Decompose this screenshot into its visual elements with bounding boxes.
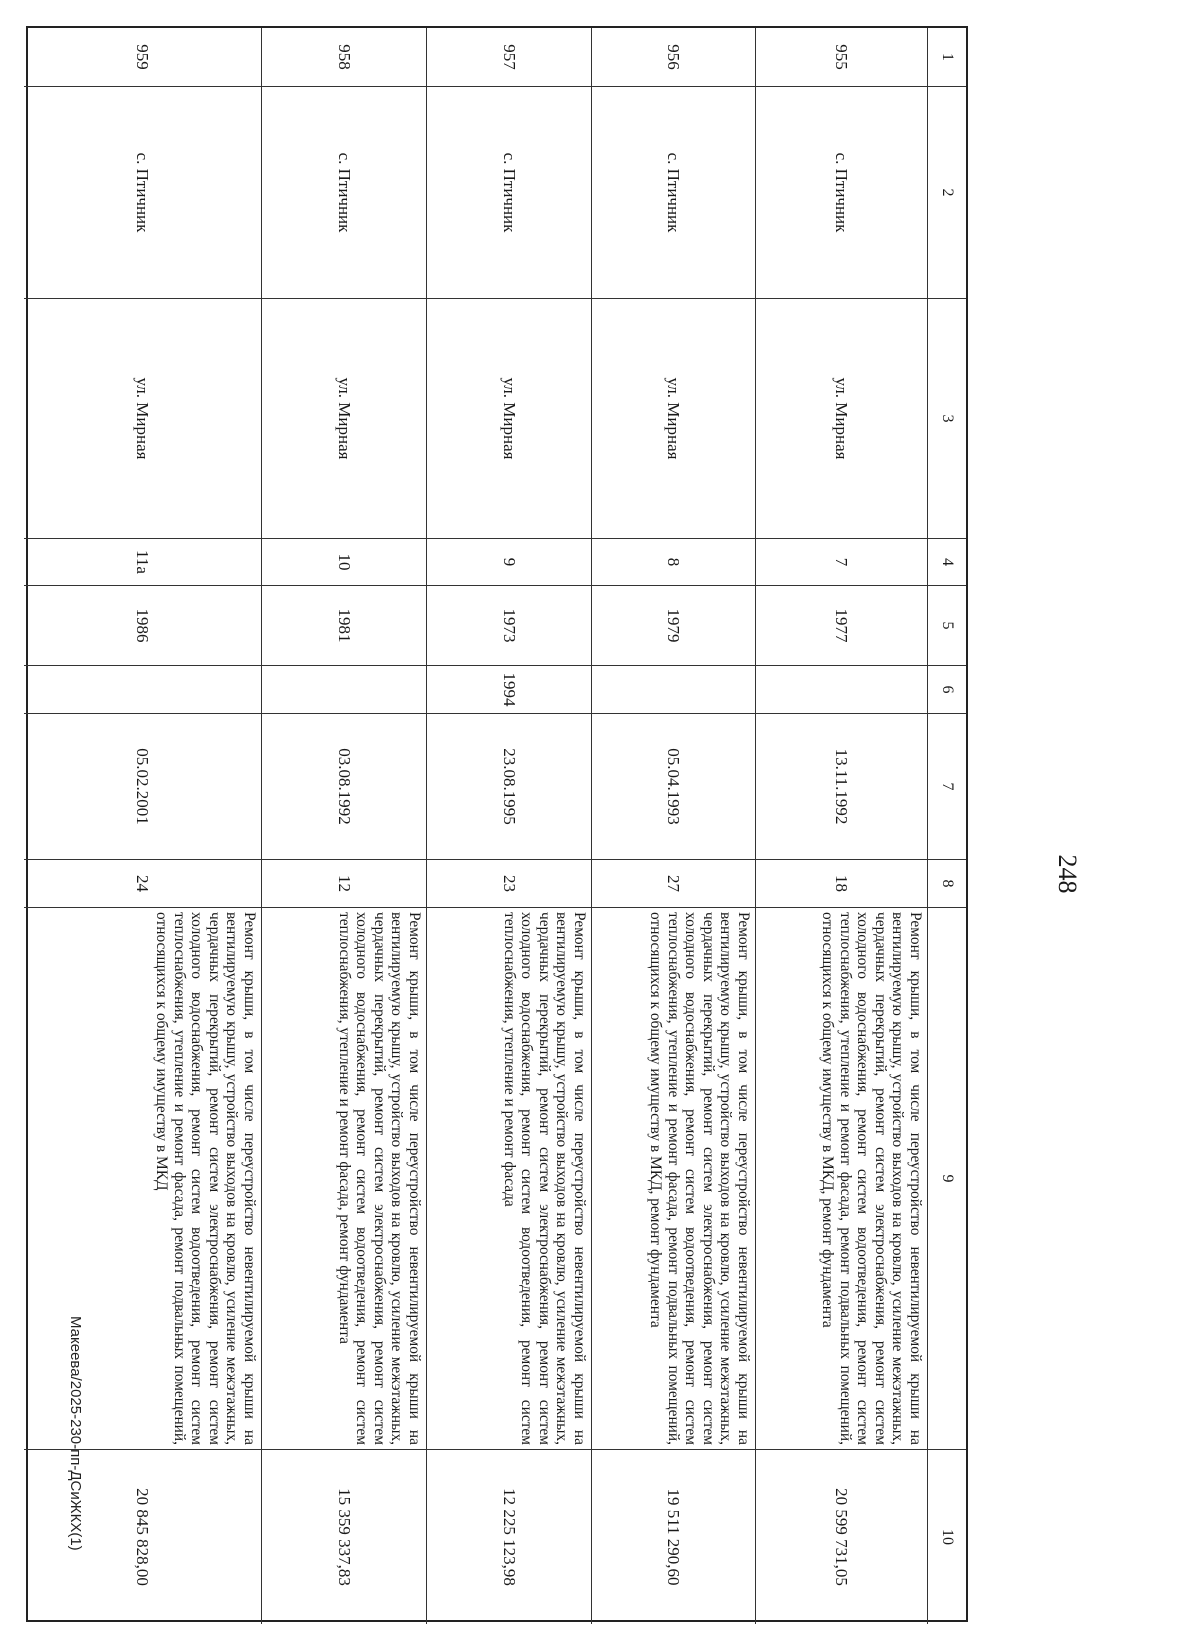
page-number: 248 [1053, 854, 1082, 894]
cost: 20 845 828,00 [133, 1488, 153, 1586]
count: 18 [755, 860, 927, 908]
row-number: 958 [261, 28, 426, 87]
column-header-5: 5 [927, 586, 966, 666]
settlement: с. Птичник [24, 87, 261, 299]
works-description: Ремонт крыши, в том числе переустройство невентилируемой крыши на вентилируемую крышу, устройство выходов на кровлю, усиление межэтажных, чердачных перекрытий, ремонт систем электроснабжения, ремонт систем холодного водоснабжения, ремонт систем водоотведения, ремонт систем теплоснабжения, утепление и ремонт фасада, ремонт подвальных помещений, относящихся к общему имуществу в МКД [24, 908, 261, 1450]
year-built: 1986 [24, 586, 261, 666]
settlement: с. Птичник [261, 87, 426, 299]
house-number: 10 [261, 539, 426, 586]
cost: 19 511 290,60 [591, 1450, 755, 1624]
house-number: 8 [591, 539, 755, 586]
settlement: с. Птичник [591, 87, 755, 299]
date: 05.02.2001 [24, 714, 261, 860]
cost: 12 225 123,98 [426, 1450, 591, 1624]
row-number: 957 [426, 28, 591, 87]
year-built: 1977 [755, 586, 927, 666]
column-header-6: 6 [927, 666, 966, 714]
column-header-7: 7 [927, 714, 966, 860]
street: ул. Мирная [755, 299, 927, 539]
street: ул. Мирная [24, 299, 261, 539]
year-built: 1973 [426, 586, 591, 666]
year-secondary [261, 666, 426, 714]
street: ул. Мирная [426, 299, 591, 539]
works-description: Ремонт крыши, в том числе переустройство невентилируемой крыши на вентилируемую крышу, устройство выходов на кровлю, усиление межэтажных, чердачных перекрытий, ремонт систем электроснабжения, ремонт систем холодного водоснабжения, ремонт систем водоотведения, ремонт систем теплоснабжения, утепление и ремонт фасада, ремонт подвальных помещений, относящихся к общему имуществу в МКД, ремонт фундамента [591, 908, 755, 1450]
settlement: с. Птичник [755, 87, 927, 299]
column-header-10: 10 [927, 1450, 966, 1624]
date: 13.11.1992 [755, 714, 927, 860]
settlement: с. Птичник [426, 87, 591, 299]
year-secondary [755, 666, 927, 714]
cost: 20 599 731,05 [755, 1450, 927, 1624]
row-number: 956 [591, 28, 755, 87]
document-footer: Макеева/2025-230-пп-ДСиЖКХ(1) [67, 1316, 84, 1551]
year-secondary [24, 666, 261, 714]
date: 05.04.1993 [591, 714, 755, 860]
works-description: Ремонт крыши, в том числе переустройство невентилируемой крыши на вентилируемую крышу, устройство выходов на кровлю, усиление межэтажных, чердачных перекрытий, ремонт систем электроснабжения, ремонт систем холодного водоснабжения, ремонт систем водоотведения, ремонт систем теплоснабжения, утепление и ремонт фасада, ремонт фундамента [261, 908, 426, 1450]
count: 12 [261, 860, 426, 908]
year-secondary: 1994 [426, 666, 591, 714]
row-number: 959 [24, 28, 261, 87]
column-header-2: 2 [927, 87, 966, 299]
column-header-1: 1 [927, 28, 966, 87]
year-built: 1979 [591, 586, 755, 666]
year-built: 1981 [261, 586, 426, 666]
date: 03.08.1992 [261, 714, 426, 860]
street: ул. Мирная [591, 299, 755, 539]
works-description: Ремонт крыши, в том числе переустройство невентилируемой крыши на вентилируемую крышу, устройство выходов на кровлю, усиление межэтажных, чердачных перекрытий, ремонт систем электроснабжения, ремонт систем холодного водоснабжения, ремонт систем водоотведения, ремонт систем теплоснабжения, утепление и ремонт фасада [426, 908, 591, 1450]
house-number: 11а [24, 539, 261, 586]
house-number: 7 [755, 539, 927, 586]
buildings-repair-table [26, 26, 968, 1622]
count: 27 [591, 860, 755, 908]
count: 24 [24, 860, 261, 908]
cost: 15 359 337,83 [261, 1450, 426, 1624]
house-number: 9 [426, 539, 591, 586]
street: ул. Мирная [261, 299, 426, 539]
column-header-3: 3 [927, 299, 966, 539]
works-description: Ремонт крыши, в том числе переустройство невентилируемой крыши на вентилируемую крышу, устройство выходов на кровлю, усиление межэтажных, чердачных перекрытий, ремонт систем электроснабжения, ремонт систем холодного водоснабжения, ремонт систем водоотведения, ремонт систем теплоснабжения, утепление и ремонт фасада, ремонт подвальных помещений, относящихся к общему имуществу в МКД, ремонт фундамента [755, 908, 927, 1450]
column-header-9: 9 [927, 908, 966, 1450]
date: 23.08.1995 [426, 714, 591, 860]
column-header-4: 4 [927, 539, 966, 586]
count: 23 [426, 860, 591, 908]
row-number: 955 [755, 28, 927, 87]
column-header-8: 8 [927, 860, 966, 908]
year-secondary [591, 666, 755, 714]
